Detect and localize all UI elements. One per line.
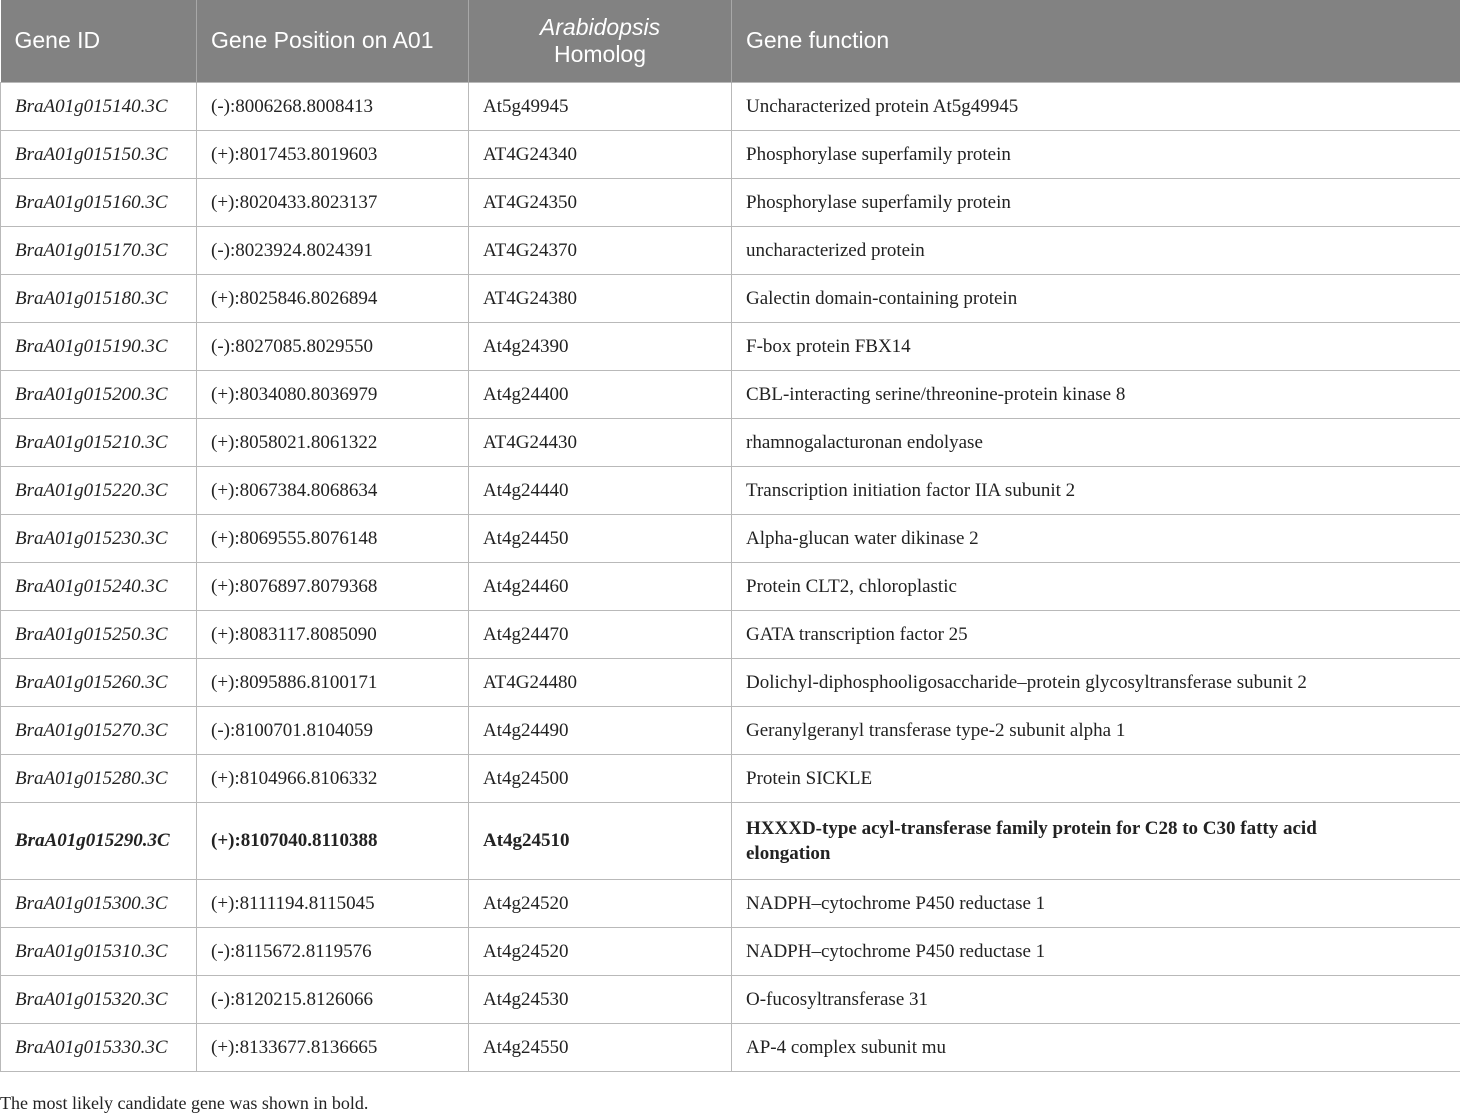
cell-gene-id: BraA01g015170.3C bbox=[1, 226, 197, 274]
cell-gene-function: Alpha-glucan water dikinase 2 bbox=[732, 514, 1460, 562]
cell-gene-function: F-box protein FBX14 bbox=[732, 322, 1460, 370]
cell-homolog: At4g24470 bbox=[469, 610, 732, 658]
cell-gene-function: NADPH–cytochrome P450 reductase 1 bbox=[732, 879, 1460, 927]
cell-homolog: AT4G24430 bbox=[469, 418, 732, 466]
cell-gene-function: Protein CLT2, chloroplastic bbox=[732, 562, 1460, 610]
table-row bbox=[1, 178, 1460, 226]
table-row bbox=[1, 130, 1460, 178]
cell-gene-position: (+):8058021.8061322 bbox=[197, 418, 469, 466]
table-row bbox=[1, 927, 1460, 975]
cell-gene-position: (+):8067384.8068634 bbox=[197, 466, 469, 514]
cell-homolog: At4g24520 bbox=[469, 879, 732, 927]
cell-gene-id: BraA01g015260.3C bbox=[1, 658, 197, 706]
cell-homolog: At4g24510 bbox=[469, 802, 732, 879]
cell-gene-function: Phosphorylase superfamily protein bbox=[732, 130, 1460, 178]
table-row bbox=[1, 322, 1460, 370]
table-footnote: The most likely candidate gene was shown in bold. bbox=[0, 1093, 369, 1113]
cell-gene-function: AP-4 complex subunit mu bbox=[732, 1023, 1460, 1071]
cell-gene-id: BraA01g015230.3C bbox=[1, 514, 197, 562]
cell-gene-position: (+):8083117.8085090 bbox=[197, 610, 469, 658]
cell-gene-id: BraA01g015250.3C bbox=[1, 610, 197, 658]
cell-gene-position: (-):8027085.8029550 bbox=[197, 322, 469, 370]
cell-gene-id: BraA01g015160.3C bbox=[1, 178, 197, 226]
cell-gene-id: BraA01g015140.3C bbox=[1, 82, 197, 130]
cell-gene-function: NADPH–cytochrome P450 reductase 1 bbox=[732, 927, 1460, 975]
table-row bbox=[1, 466, 1460, 514]
cell-homolog: At4g24460 bbox=[469, 562, 732, 610]
cell-gene-function: Galectin domain-containing protein bbox=[732, 274, 1460, 322]
table-row bbox=[1, 226, 1460, 274]
header-homolog-italic: Arabidopsis bbox=[539, 13, 661, 40]
cell-gene-id: BraA01g015270.3C bbox=[1, 706, 197, 754]
cell-gene-id: BraA01g015180.3C bbox=[1, 274, 197, 322]
cell-gene-function: CBL-interacting serine/threonine-protein kinase 8 bbox=[732, 370, 1460, 418]
header-arabidopsis-homolog bbox=[469, 0, 732, 82]
cell-gene-position: (+):8025846.8026894 bbox=[197, 274, 469, 322]
header-gene-function: Gene function bbox=[732, 0, 1460, 82]
header-row bbox=[1, 0, 1460, 82]
cell-gene-position: (+):8069555.8076148 bbox=[197, 514, 469, 562]
cell-homolog: AT4G24370 bbox=[469, 226, 732, 274]
cell-gene-id: BraA01g015290.3C bbox=[1, 802, 197, 879]
cell-homolog: At4g24490 bbox=[469, 706, 732, 754]
cell-gene-function: HXXXD-type acyl-transferase family protein for C28 to C30 fatty acid elongation bbox=[732, 802, 1460, 879]
cell-gene-id: BraA01g015240.3C bbox=[1, 562, 197, 610]
table-header bbox=[1, 0, 1460, 82]
cell-gene-function: GATA transcription factor 25 bbox=[732, 610, 1460, 658]
cell-gene-id: BraA01g015210.3C bbox=[1, 418, 197, 466]
cell-gene-position: (+):8133677.8136665 bbox=[197, 1023, 469, 1071]
cell-homolog: At4g24440 bbox=[469, 466, 732, 514]
table-row bbox=[1, 82, 1460, 130]
table-row bbox=[1, 514, 1460, 562]
cell-gene-id: BraA01g015190.3C bbox=[1, 322, 197, 370]
cell-gene-position: (+):8104966.8106332 bbox=[197, 754, 469, 802]
cell-gene-function: Phosphorylase superfamily protein bbox=[732, 178, 1460, 226]
cell-homolog: AT4G24380 bbox=[469, 274, 732, 322]
header-gene-position: Gene Position on A01 bbox=[197, 0, 469, 82]
header-homolog-rest: Homolog bbox=[553, 40, 647, 67]
table-row bbox=[1, 370, 1460, 418]
cell-gene-id: BraA01g015330.3C bbox=[1, 1023, 197, 1071]
cell-gene-function: Dolichyl-diphosphooligosaccharide–protein glycosyltransferase subunit 2 bbox=[732, 658, 1460, 706]
table-row bbox=[1, 658, 1460, 706]
table-row bbox=[1, 754, 1460, 802]
table-row bbox=[1, 562, 1460, 610]
cell-gene-position: (-):8115672.8119576 bbox=[197, 927, 469, 975]
cell-gene-id: BraA01g015300.3C bbox=[1, 879, 197, 927]
cell-gene-function: O-fucosyltransferase 31 bbox=[732, 975, 1460, 1023]
table-row bbox=[1, 418, 1460, 466]
cell-gene-id: BraA01g015310.3C bbox=[1, 927, 197, 975]
cell-gene-function: Transcription initiation factor IIA subunit 2 bbox=[732, 466, 1460, 514]
cell-gene-position: (+):8076897.8079368 bbox=[197, 562, 469, 610]
table-row bbox=[1, 610, 1460, 658]
cell-gene-function: Geranylgeranyl transferase type-2 subunit alpha 1 bbox=[732, 706, 1460, 754]
cell-homolog: At4g24520 bbox=[469, 927, 732, 975]
cell-gene-position: (+):8107040.8110388 bbox=[197, 802, 469, 879]
cell-homolog: AT4G24480 bbox=[469, 658, 732, 706]
cell-gene-id: BraA01g015220.3C bbox=[1, 466, 197, 514]
cell-gene-position: (-):8023924.8024391 bbox=[197, 226, 469, 274]
cell-gene-function: uncharacterized protein bbox=[732, 226, 1460, 274]
cell-gene-position: (+):8095886.8100171 bbox=[197, 658, 469, 706]
cell-homolog: At4g24530 bbox=[469, 975, 732, 1023]
cell-gene-position: (-):8006268.8008413 bbox=[197, 82, 469, 130]
table-row bbox=[1, 1023, 1460, 1071]
cell-homolog: AT4G24340 bbox=[469, 130, 732, 178]
cell-gene-id: BraA01g015150.3C bbox=[1, 130, 197, 178]
cell-homolog: At4g24450 bbox=[469, 514, 732, 562]
cell-homolog: At4g24550 bbox=[469, 1023, 732, 1071]
table-row bbox=[1, 879, 1460, 927]
cell-homolog: At4g24400 bbox=[469, 370, 732, 418]
cell-homolog: At4g24390 bbox=[469, 322, 732, 370]
table-row bbox=[1, 802, 1460, 879]
table-row bbox=[1, 706, 1460, 754]
cell-gene-function: rhamnogalacturonan endolyase bbox=[732, 418, 1460, 466]
cell-gene-position: (-):8120215.8126066 bbox=[197, 975, 469, 1023]
cell-gene-function: Uncharacterized protein At5g49945 bbox=[732, 82, 1460, 130]
cell-gene-position: (+):8034080.8036979 bbox=[197, 370, 469, 418]
cell-gene-function: Protein SICKLE bbox=[732, 754, 1460, 802]
cell-gene-position: (+):8017453.8019603 bbox=[197, 130, 469, 178]
cell-gene-position: (+):8020433.8023137 bbox=[197, 178, 469, 226]
table-row bbox=[1, 274, 1460, 322]
cell-gene-id: BraA01g015280.3C bbox=[1, 754, 197, 802]
cell-homolog: At4g24500 bbox=[469, 754, 732, 802]
cell-homolog: AT4G24350 bbox=[469, 178, 732, 226]
cell-homolog: At5g49945 bbox=[469, 82, 732, 130]
cell-gene-position: (+):8111194.8115045 bbox=[197, 879, 469, 927]
cell-gene-position: (-):8100701.8104059 bbox=[197, 706, 469, 754]
header-gene-id: Gene ID bbox=[1, 0, 197, 82]
cell-gene-id: BraA01g015200.3C bbox=[1, 370, 197, 418]
table-row bbox=[1, 975, 1460, 1023]
cell-gene-id: BraA01g015320.3C bbox=[1, 975, 197, 1023]
table-body bbox=[1, 82, 1460, 1071]
